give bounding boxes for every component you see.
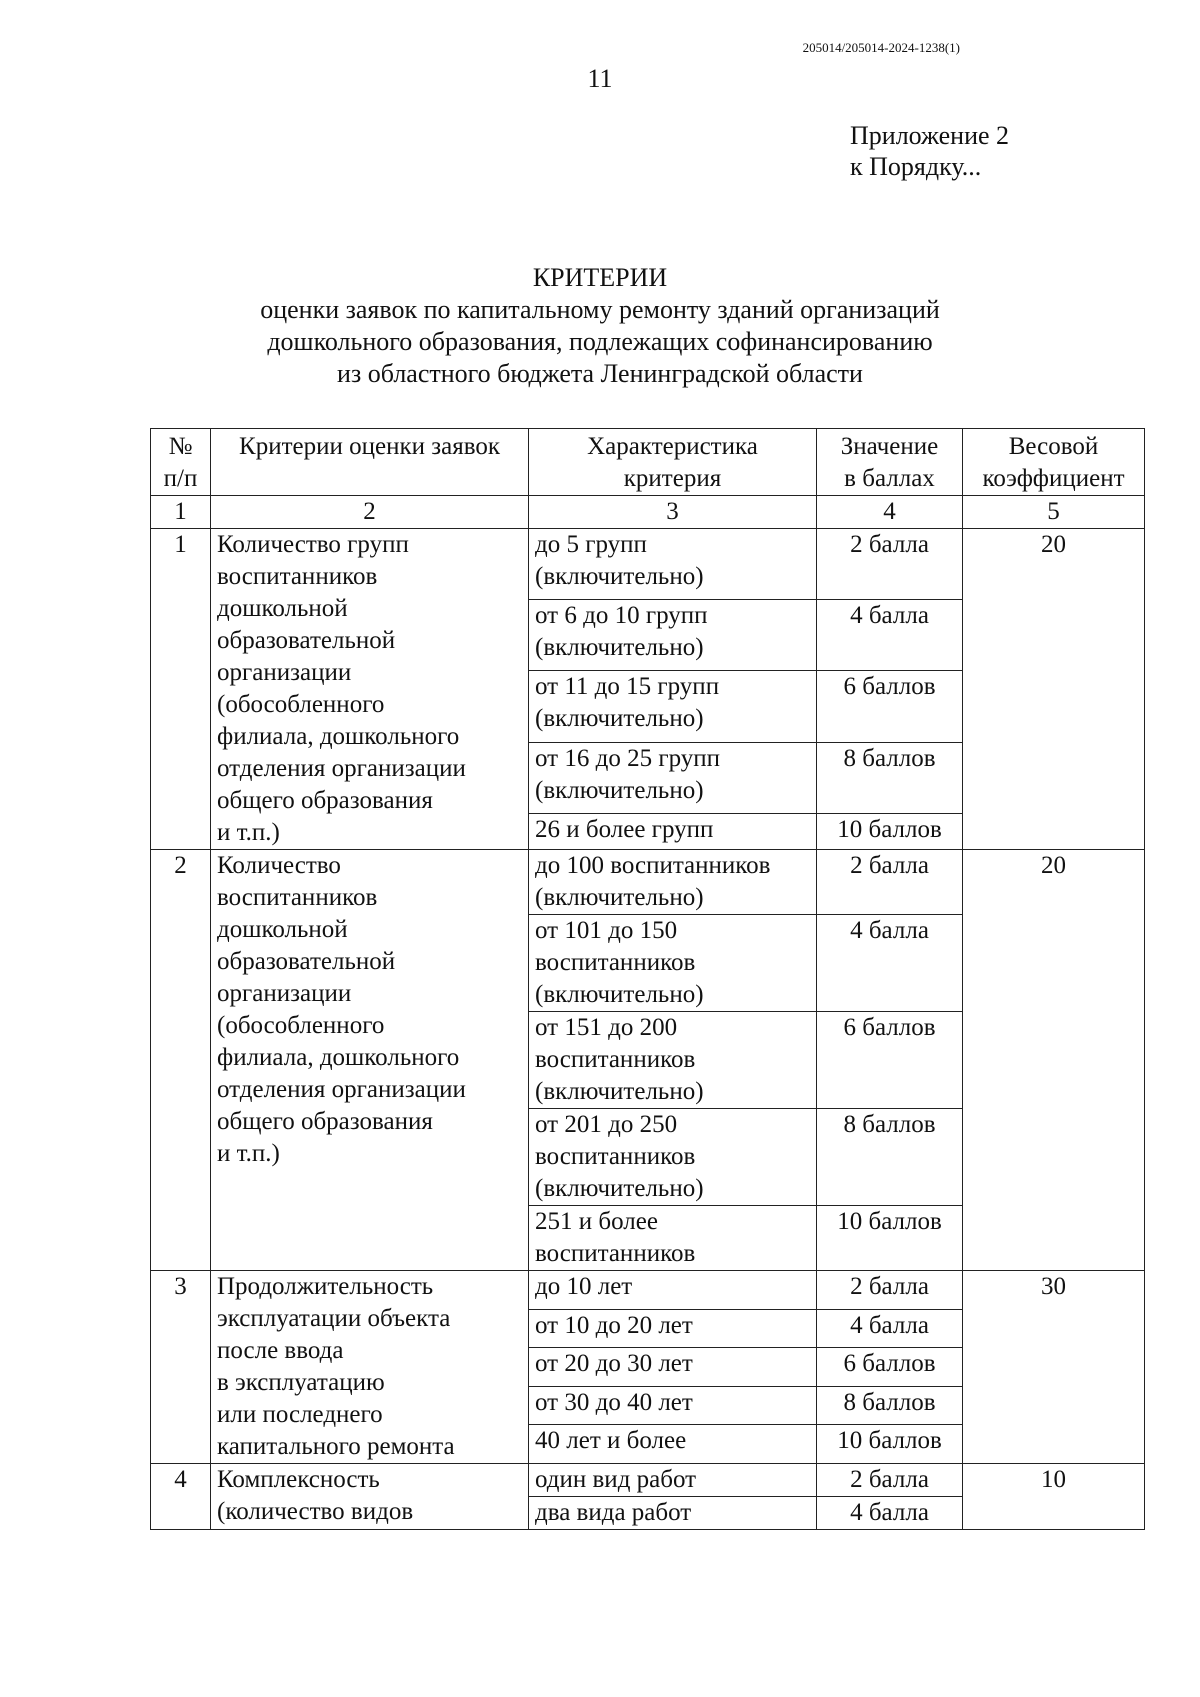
- header-cell-characteristic: Характеристика критерия: [529, 429, 817, 496]
- column-number: 2: [211, 496, 529, 529]
- characteristic-line: до 100 воспитанников: [535, 852, 771, 879]
- column-number: 3: [529, 496, 817, 529]
- row-number: 3: [151, 1271, 211, 1464]
- criterion-line: или последнего: [217, 1401, 383, 1428]
- characteristic-line: от 11 до 15 групп: [535, 673, 720, 701]
- appendix-line: Приложение 2: [850, 121, 1010, 150]
- criterion-line: филиала, дошкольного: [217, 1044, 460, 1071]
- score-cell: 10 баллов: [817, 1425, 963, 1464]
- criterion-cell: [211, 1464, 529, 1530]
- score-cell: 8 баллов: [817, 1109, 963, 1206]
- characteristic-cell: [529, 1271, 817, 1310]
- criterion-cell: [211, 1271, 529, 1464]
- criterion-line: образовательной: [217, 627, 396, 654]
- characteristic-line: от 20 до 30 лет: [535, 1350, 693, 1378]
- characteristic-cell: [529, 1464, 817, 1497]
- characteristic-line: (включительно): [535, 563, 704, 590]
- table-row: [151, 529, 1145, 600]
- characteristic-line: (включительно): [535, 705, 704, 733]
- document-title: [0, 262, 1200, 390]
- criterion-line: общего образования: [217, 1108, 433, 1135]
- column-number: 5: [963, 496, 1145, 529]
- criterion-cell: [211, 529, 529, 850]
- page-number: 11: [587, 64, 613, 93]
- characteristic-line: воспитанников: [535, 1240, 696, 1267]
- characteristic-line: (включительно): [535, 1175, 704, 1202]
- score-cell: 2 балла: [817, 850, 963, 915]
- characteristic-line: (включительно): [535, 884, 704, 911]
- title-main: КРИТЕРИИ: [532, 263, 668, 292]
- characteristic-cell: [529, 600, 817, 671]
- characteristic-line: от 151 до 200: [535, 1014, 678, 1041]
- column-number: 1: [151, 496, 211, 529]
- characteristic-line: 26 и более групп: [535, 815, 714, 843]
- table-row: [151, 1271, 1145, 1310]
- criterion-line: (количество видов: [217, 1498, 414, 1525]
- characteristic-cell: [529, 1425, 817, 1464]
- score-cell: 10 баллов: [817, 1206, 963, 1271]
- characteristic-line: два вида работ: [535, 1499, 692, 1526]
- header-cell-weight: Весовой коэффициент: [963, 429, 1145, 496]
- characteristic-line: воспитанников: [535, 949, 696, 976]
- score-cell: 10 баллов: [817, 813, 963, 849]
- criterion-line: образовательной: [217, 948, 396, 975]
- weight-cell: 20: [963, 850, 1145, 1271]
- criteria-table: [150, 428, 1145, 1530]
- row-number: 2: [151, 850, 211, 1271]
- characteristic-line: от 30 до 40 лет: [535, 1388, 693, 1416]
- criterion-line: (обособленного: [217, 691, 385, 718]
- characteristic-line: от 10 до 20 лет: [535, 1311, 693, 1339]
- characteristic-line: (включительно): [535, 1078, 704, 1105]
- criterion-line: воспитанников: [217, 563, 378, 590]
- header-cell-criterion: Критерии оценки заявок: [211, 429, 529, 496]
- score-cell: 2 балла: [817, 1271, 963, 1310]
- characteristic-cell: [529, 529, 817, 600]
- score-cell: 4 балла: [817, 915, 963, 1012]
- criterion-line: Количество: [217, 852, 341, 879]
- criterion-line: дошкольной: [217, 916, 348, 943]
- characteristic-cell: [529, 671, 817, 742]
- score-cell: 4 балла: [817, 600, 963, 671]
- characteristic-line: воспитанников: [535, 1143, 696, 1170]
- score-cell: 8 баллов: [817, 742, 963, 813]
- score-cell: 6 баллов: [817, 671, 963, 742]
- characteristic-line: от 16 до 25 групп: [535, 744, 720, 772]
- characteristic-cell: [529, 850, 817, 915]
- characteristic-cell: [529, 1206, 817, 1271]
- characteristic-line: от 201 до 250: [535, 1111, 678, 1138]
- criterion-line: воспитанников: [217, 884, 378, 911]
- score-cell: 6 баллов: [817, 1348, 963, 1387]
- criterion-line: отделения организации: [217, 1076, 466, 1103]
- characteristic-cell: [529, 1109, 817, 1206]
- header-cell-number: № п/п: [151, 429, 211, 496]
- document-id: 205014/205014-2024-1238(1): [802, 40, 960, 55]
- weight-cell: 10: [963, 1464, 1145, 1530]
- criterion-line: отделения организации: [217, 755, 466, 782]
- characteristic-cell: [529, 1497, 817, 1530]
- score-cell: 6 баллов: [817, 1012, 963, 1109]
- characteristic-line: (включительно): [535, 981, 704, 1008]
- criterion-line: дошкольной: [217, 595, 348, 622]
- criterion-cell: [211, 850, 529, 1271]
- appendix-line: к Порядку...: [850, 152, 982, 181]
- title-line: дошкольного образования, подлежащих софинансированию: [267, 327, 933, 356]
- characteristic-cell: [529, 1386, 817, 1425]
- weight-cell: 20: [963, 529, 1145, 850]
- row-number: 1: [151, 529, 211, 850]
- score-cell: 4 балла: [817, 1497, 963, 1530]
- criterion-line: и т.п.): [217, 1140, 280, 1167]
- characteristic-line: от 101 до 150: [535, 917, 678, 944]
- characteristic-line: 251 и более: [535, 1208, 658, 1235]
- score-cell: 8 баллов: [817, 1386, 963, 1425]
- criterion-line: организации: [217, 659, 352, 686]
- characteristic-cell: [529, 742, 817, 813]
- criterion-line: Комплексность: [217, 1466, 380, 1493]
- title-line: оценки заявок по капитальному ремонту зданий организаций: [260, 295, 940, 324]
- criterion-line: в эксплуатацию: [217, 1369, 385, 1396]
- criterion-line: Количество групп: [217, 531, 409, 558]
- table-header-row: [151, 429, 1145, 496]
- table-row: [151, 1464, 1145, 1497]
- criterion-line: филиала, дошкольного: [217, 723, 460, 750]
- column-number: 4: [817, 496, 963, 529]
- criterion-line: (обособленного: [217, 1012, 385, 1039]
- characteristic-cell: [529, 1309, 817, 1348]
- row-number: 4: [151, 1464, 211, 1530]
- characteristic-line: от 6 до 10 групп: [535, 602, 708, 630]
- characteristic-line: до 5 групп: [535, 531, 647, 558]
- criterion-line: капитального ремонта: [217, 1433, 455, 1460]
- criterion-line: и т.п.): [217, 819, 280, 846]
- characteristic-line: 40 лет и более: [535, 1427, 687, 1455]
- score-cell: 4 балла: [817, 1309, 963, 1348]
- criterion-line: эксплуатации объекта: [217, 1305, 451, 1332]
- characteristic-line: один вид работ: [535, 1466, 697, 1493]
- score-cell: 2 балла: [817, 529, 963, 600]
- criterion-line: Продолжительность: [217, 1273, 434, 1300]
- characteristic-cell: [529, 1348, 817, 1387]
- characteristic-line: (включительно): [535, 776, 704, 804]
- characteristic-cell: [529, 1012, 817, 1109]
- table-row: [151, 850, 1145, 915]
- score-cell: 2 балла: [817, 1464, 963, 1497]
- characteristic-line: до 10 лет: [535, 1273, 633, 1300]
- title-line: из областного бюджета Ленинградской области: [337, 359, 863, 388]
- weight-cell: 30: [963, 1271, 1145, 1464]
- criterion-line: общего образования: [217, 787, 433, 814]
- header-cell-score: Значение в баллах: [817, 429, 963, 496]
- criterion-line: организации: [217, 980, 352, 1007]
- appendix-reference: [850, 120, 1009, 182]
- characteristic-cell: [529, 813, 817, 849]
- criterion-line: после ввода: [217, 1337, 344, 1364]
- column-number-row: [151, 496, 1145, 529]
- characteristic-cell: [529, 915, 817, 1012]
- characteristic-line: (включительно): [535, 634, 704, 662]
- characteristic-line: воспитанников: [535, 1046, 696, 1073]
